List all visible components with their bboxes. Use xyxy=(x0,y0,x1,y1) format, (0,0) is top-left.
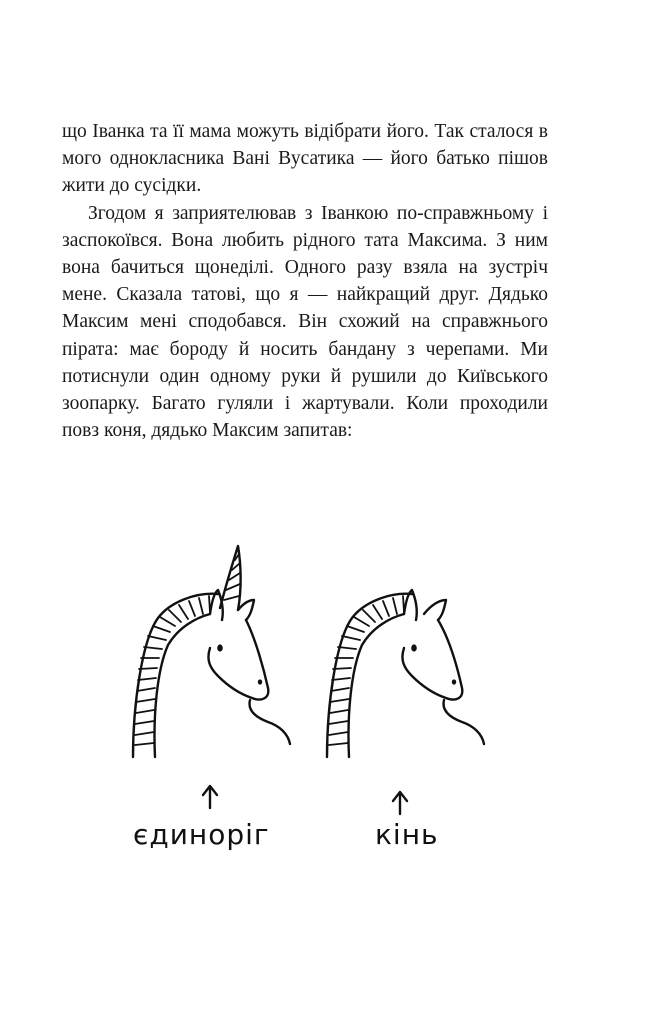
horse-figure xyxy=(327,590,484,757)
paragraph-1: що Іванка та її мама можуть відібрати його. Так сталося в мого однокласника Вані Вусатика — його батько пішов жити до сусідки. xyxy=(62,121,548,197)
unicorn-label: єдиноріг xyxy=(133,818,270,851)
horse-label: кінь xyxy=(375,818,439,851)
unicorn-arrow-icon xyxy=(203,786,217,808)
body-text xyxy=(62,118,548,444)
horse-arrow-icon xyxy=(393,792,407,814)
paragraph-2: Згодом я заприятелював з Іванкою по-справжньому і заспокоївся. Вона любить рідного тата Максима. З ним вона бачиться щонеділі. Одного разу взяла на зустріч мене. Сказала татові, що я — найкращий друг. Дядько Максим мені сподобався. Він схожий на справжнього пірата: має бороду й носить бандану з черепами. Ми потиснули один одному руки й рушили до Київського зоопарку. Багато гуляли і жартували. Коли проходили повз коня, дядько Максим запитав: xyxy=(62,202,548,442)
unicorn-figure xyxy=(133,546,290,757)
